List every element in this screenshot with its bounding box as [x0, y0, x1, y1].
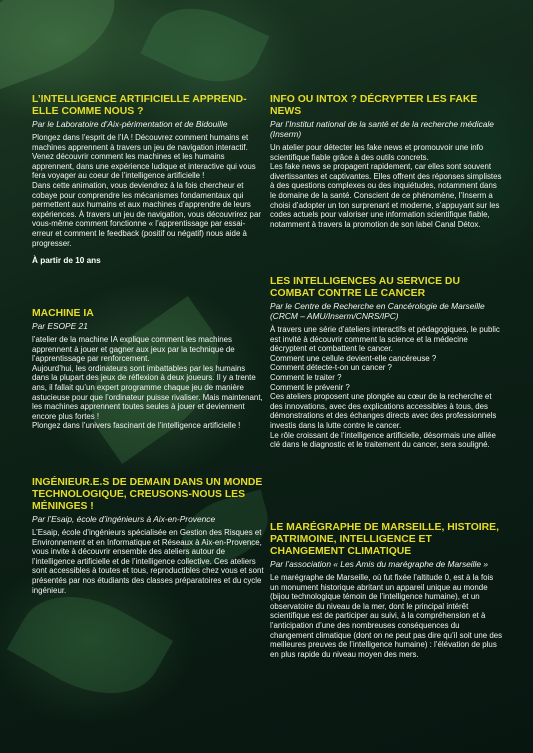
- section-body: Un atelier pour détecter les fake news et promouvoir une info scientifique fiable grâce à des outils concrets. Les fake news se propagent rapidement, car elles sont souvent divertissantes et captivantes. Elles offrent des réponses simplistes à des questions complexes ou des inquiétudes, notamment dans le domaine de la santé. Conscient de ce phénomène, l’Inserm a choisi d’adopter un ton surprenant et moderne, s’appuyant sur les codes actuels pour valoriser une information scientifique fiable, notamment à travers la promotion de son label Canal Détox.: [270, 143, 502, 229]
- left-column: [32, 94, 264, 609]
- section-byline: Par l’association « Les Amis du marégraphe de Marseille »: [270, 559, 489, 569]
- right-column: [270, 94, 503, 673]
- section-body: Le marégraphe de Marseille, où fut fixée l’altitude 0, est à la fois un monument historique abritant un appareil unique au monde (bijou technologique témoin de l’intelligence humaine), et un observatoire du niveau de la mer, dont le principal intérêt scientifique est de participer au suivi, à la compréhension et à l’anticipation d’une des nombreuses conséquences du changement climatique (dont on ne peut pas dire qu’il soit une des meilleures preuves de l’intelligence humaine) : l’élévation de plus en plus rapide du niveau moyen des mers.: [270, 573, 503, 659]
- section-body: Plongez dans l’esprit de l’IA ! Découvrez comment humains et machines apprennent à travers un jeu de navigation interactif. Venez découvrir comment les machines et les humains apprennent, dans une expérience ludique et interactive qui vous fera voyager au coeur de l’intelligence artificielle ! Dans cette animation, vous deviendrez à la fois chercheur et cobaye pour comprendre les mécanismes fondamentaux qui permettent aux humains et aux machines d’apprendre de leurs expériences. À travers un jeu de navigation, vous découvrirez par vous-même comment fonctionne « l’apprentissage par essai-erreur et comment le feedback (positif ou négatif) nous aide à progresser.: [32, 133, 261, 248]
- age-note: À partir de 10 ans: [32, 256, 101, 266]
- section-byline: Par le Laboratoire d’Aix-périmentation et de Bidouille: [32, 119, 228, 129]
- section-fake-news: [270, 94, 503, 262]
- section-title: L’INTELLIGENCE ARTIFICIELLE APPREND-ELLE COMME NOUS ?: [32, 94, 247, 117]
- section-machine-ia: [32, 308, 264, 463]
- section-body: l’atelier de la machine IA explique comment les machines apprennent à jouer et gagner aux jeux par la technique de l’apprentissage par renforcement. Aujourd’hui, les ordinateurs sont imbattables par les humains dans la plupart des jeux de réflexion à deux joueurs. Il y a trente ans, il fallait qu’un expert programme chaque jeu de manière astucieuse pour que l’ordinateur puisse rivaliser. Mais maintenant, les machines apprennent toutes seules à jouer et deviennent encore plus fortes ! Plongez dans l’univers fascinant de l’intelligence artificielle !: [32, 335, 263, 431]
- section-ai-learning: [32, 94, 264, 294]
- section-byline: Par l’Esaip, école d’ingénieurs à Aix-en-Provence: [32, 514, 216, 524]
- section-cancer: [270, 276, 503, 508]
- section-title: LES INTELLIGENCES AU SERVICE DU COMBAT CONTRE LE CANCER: [270, 276, 460, 299]
- section-title: INFO OU INTOX ? DÉCRYPTER LES FAKE NEWS: [270, 94, 478, 117]
- section-byline: Par le Centre de Recherche en Cancérologie de Marseille (CRCM – AMU/Inserm/CNRS/IPC): [270, 301, 485, 321]
- section-byline: Par ESOPE 21: [32, 321, 88, 331]
- background-leaf: [140, 0, 269, 100]
- section-ingenieurs: [32, 477, 264, 595]
- section-title: MACHINE IA: [32, 308, 94, 319]
- background-leaf: [0, 0, 131, 93]
- section-byline: Par l’Institut national de la santé et de la recherche médicale (Inserm): [270, 119, 494, 139]
- section-body: L’Esaip, école d’ingénieurs spécialisée en Gestion des Risques et Environnement et en Informatique et Réseaux à Aix-en-Provence, vous invite à découvrir ensemble des ateliers autour de l’intelligence artificielle et de l’intelligence collective. Ces ateliers sont accessibles à toutes et tous, reproductibles chez vous et sont présentés par nos étudiants des classes préparatoires et du cycle ingénieur.: [32, 528, 264, 595]
- section-title: LE MARÉGRAPHE DE MARSEILLE, HISTOIRE, PATRIMOINE, INTELLIGENCE ET CHANGEMENT CLIMATIQUE: [270, 522, 499, 557]
- section-title: INGÉNIEUR.E.S DE DEMAIN DANS UN MONDE TECHNOLOGIQUE, CREUSONS-NOUS LES MÉNINGES !: [32, 477, 263, 512]
- section-maregraphe: [270, 522, 503, 659]
- section-body: À travers une série d’ateliers interactifs et pédagogiques, le public est invité à découvrir comment la science et la médecine décryptent et combattent le cancer. Comment une cellule devient-elle cancéreuse ? Comment détecte-t-on un cancer ? Comment le traiter ? Comment le prévenir ? Ces ateliers proposent une plongée au cœur de la recherche et des innovations, avec des explications accessibles à tous, des démonstrations et des échanges directs avec des professionnels investis dans la lutte contre le cancer. Le rôle croissant de l’intelligence artificielle, désormais une alliée clé dans le diagnostic et le traitement du cancer, sera souligné.: [270, 325, 500, 450]
